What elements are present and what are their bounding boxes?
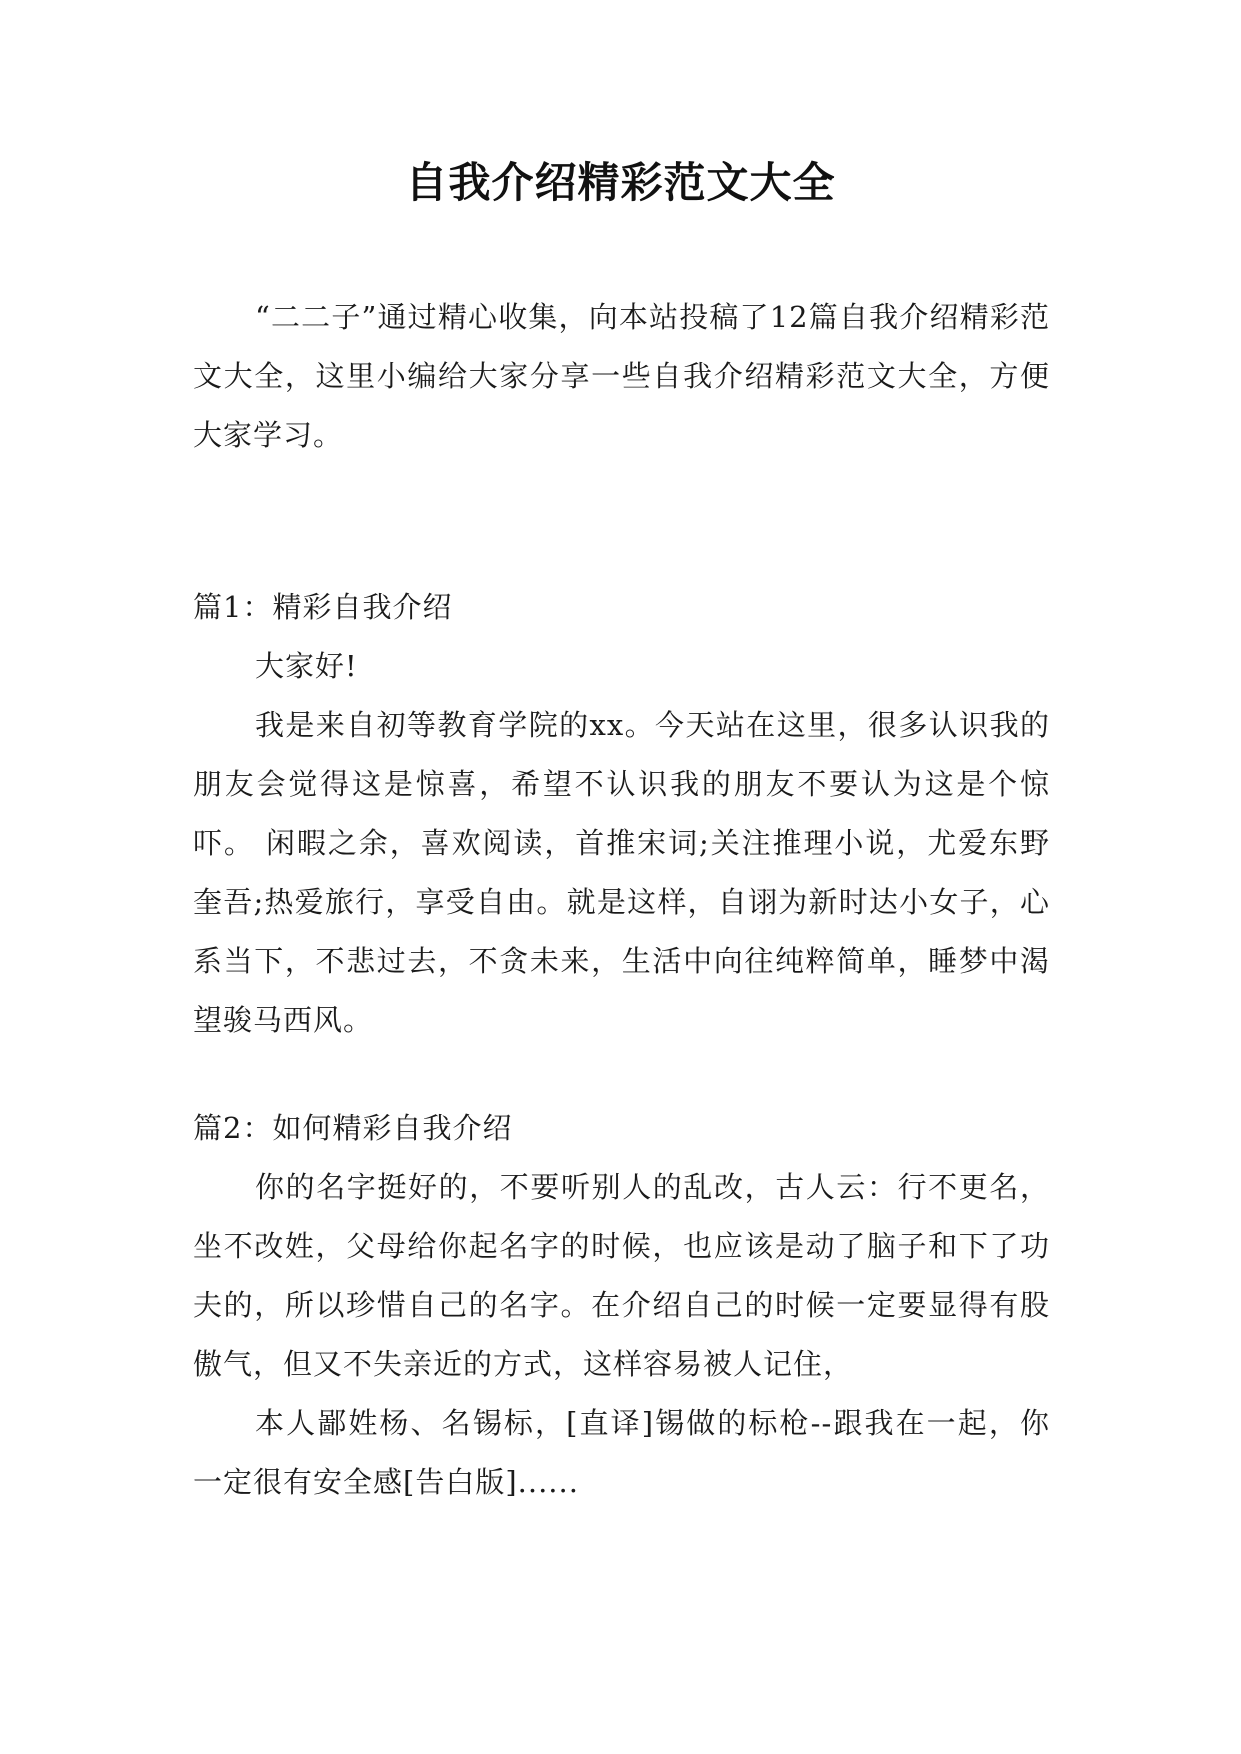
section-paragraph: 你的名字挺好的，不要听别人的乱改，古人云：行不更名，坐不改姓，父母给你起名字的时候，也应该是动了脑子和下了功夫的，所以珍惜自己的名字。在介绍自己的时候一定要显得有股傲气，但又不失亲近的方式，这样容易被人记住， (193, 1170, 1050, 1381)
section-paragraph: 本人鄙姓杨、名锡标，[直译]锡做的标枪--跟我在一起，你一定很有安全感[告白版]...... (193, 1406, 1050, 1499)
section-heading: 篇1：精彩自我介绍 (193, 590, 453, 624)
document-title: 自我介绍精彩范文大全 (405, 158, 836, 207)
section-1 (193, 578, 1050, 1050)
intro-paragraph: “二二子”通过精心收集，向本站投稿了12篇自我介绍精彩范文大全，这里小编给大家分享一些自我介绍精彩范文大全，方便大家学习。 (193, 300, 1050, 452)
section-heading: 篇2：如何精彩自我介绍 (193, 1111, 513, 1145)
section-paragraph: 我是来自初等教育学院的xx。今天站在这里，很多认识我的朋友会觉得这是惊喜，希望不认识我的朋友不要认为这是个惊吓。 闲暇之余，喜欢阅读，首推宋词;关注推理小说，尤爱东野奎吾;热爱旅行，享受自由。就是这样，自诩为新时达小女子，心系当下，不悲过去，不贪未来，生活中向往纯粹简单，睡梦中渴望骏马西风。 (193, 708, 1050, 1037)
intro-block (193, 288, 1050, 465)
section-2 (193, 1099, 1050, 1512)
section-paragraph: 大家好! (255, 649, 358, 683)
